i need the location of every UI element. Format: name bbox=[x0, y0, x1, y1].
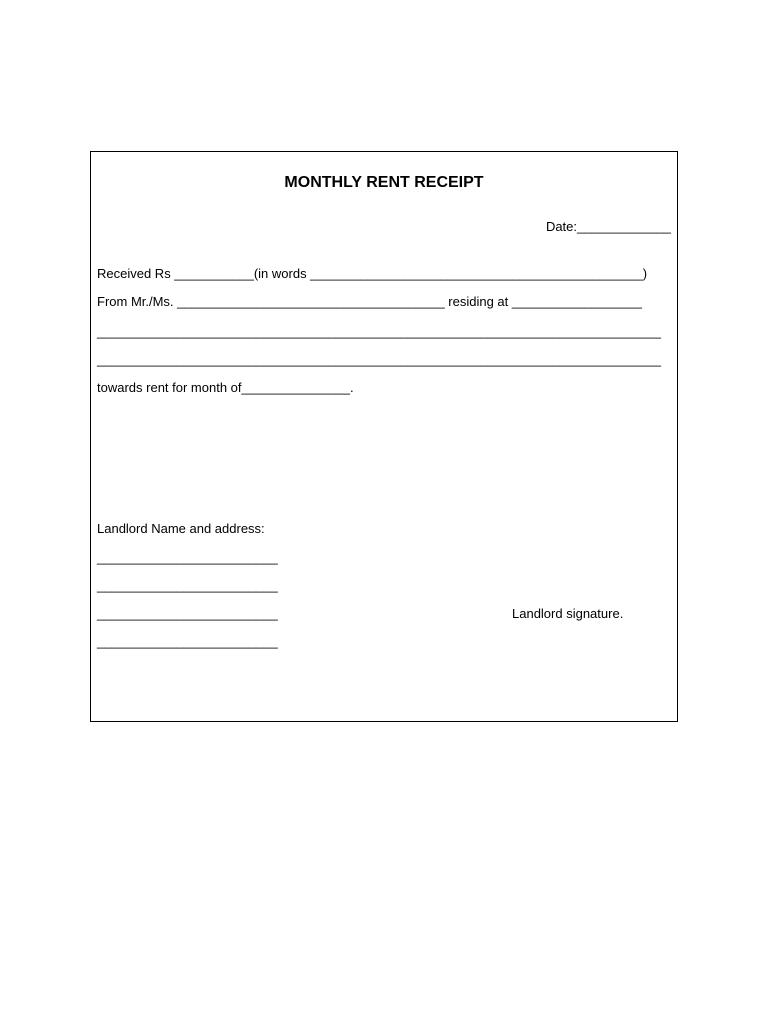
landlord-address-line-2: _________________________ bbox=[97, 578, 278, 593]
address-blank-line-2: ______________________________________________________________________________ bbox=[97, 352, 661, 367]
received-amount-line: Received Rs ___________(in words ______________________________________________) bbox=[97, 266, 648, 281]
landlord-name-address-label: Landlord Name and address: bbox=[97, 521, 265, 536]
rent-month-line: towards rent for month of_______________. bbox=[97, 380, 354, 395]
rent-receipt-form bbox=[90, 151, 678, 722]
address-blank-line-1: ______________________________________________________________________________ bbox=[97, 324, 661, 339]
receipt-title: MONTHLY RENT RECEIPT bbox=[284, 174, 484, 191]
landlord-signature-label: Landlord signature. bbox=[512, 606, 624, 621]
landlord-address-line-4: _________________________ bbox=[97, 634, 278, 649]
landlord-address-line-1: _________________________ bbox=[97, 550, 278, 565]
from-residing-line: From Mr./Ms. _____________________________________ residing at __________________ bbox=[97, 294, 643, 309]
date-field: Date:_____________ bbox=[545, 219, 671, 234]
landlord-address-line-3: _________________________ bbox=[97, 606, 278, 621]
